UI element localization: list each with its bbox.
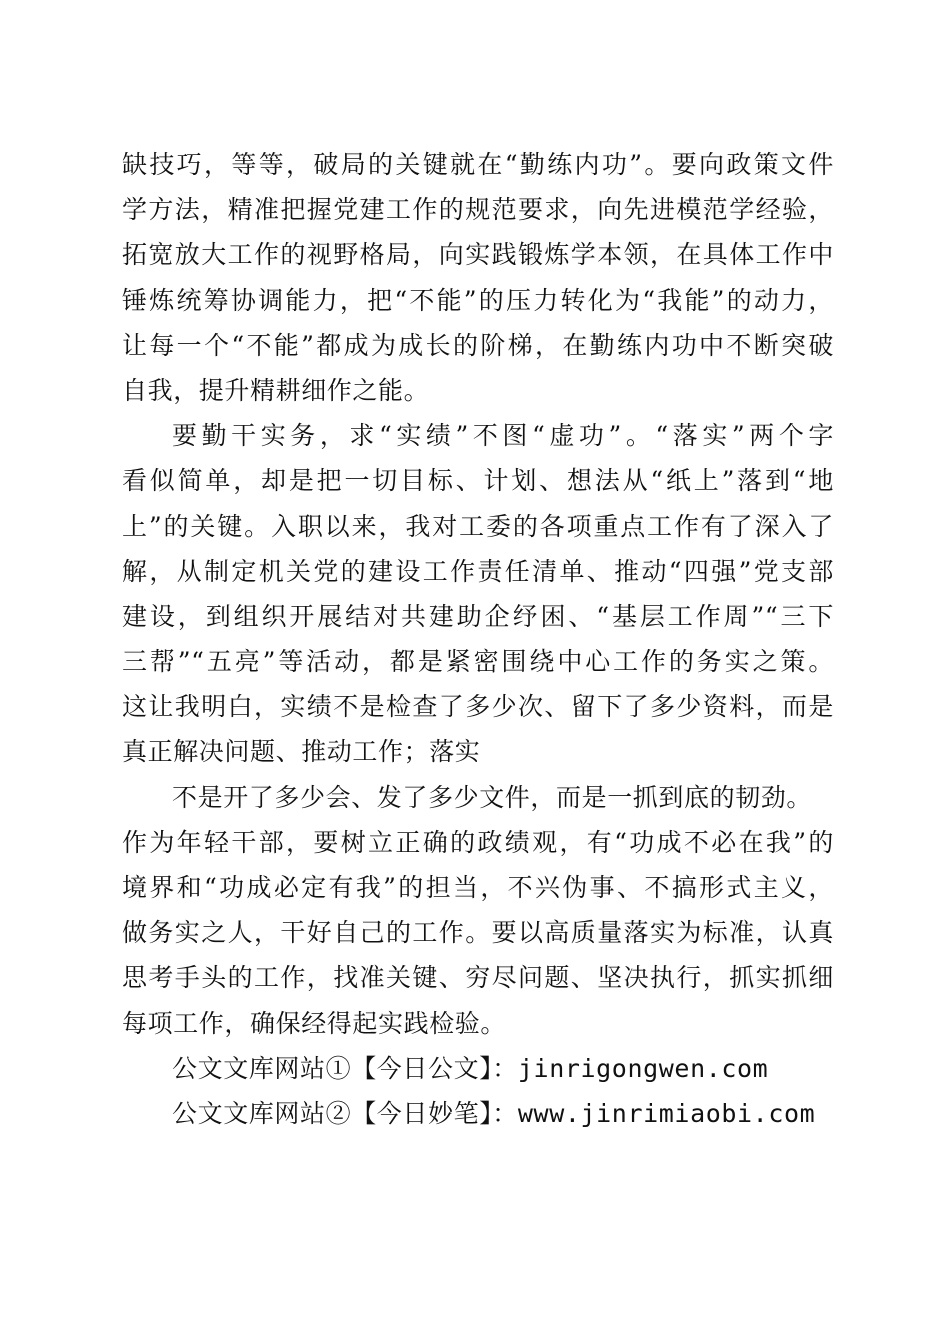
text-line: 学方法，精准把握党建工作的规范要求，向先进模范学经验， <box>122 195 834 225</box>
footer-link-miaobi: 公文文库网站②【今日妙笔】：www.jinrimiaobi.com <box>172 1098 816 1128</box>
text-line: 让每一个“不能”都成为成长的阶梯，在勤练内功中不断突破 <box>122 330 834 360</box>
text-line: 锤炼统筹协调能力，把“不能”的压力转化为“我能”的动力， <box>122 285 834 315</box>
text-line: 缺技巧，等等，破局的关键就在“勤练内功”。要向政策文件 <box>122 150 834 179</box>
text-line: 建设，到组织开展结对共建助企纾困、“基层工作周”“三下 <box>122 601 834 631</box>
text-line: 自我，提升精耕细作之能。 <box>122 375 430 405</box>
paragraph-start-line: 不是开了多少会、发了多少文件，而是一抓到底的韧劲。 <box>172 782 813 812</box>
paragraph-start-line: 要勤干实务，求“实绩”不图“虚功”。“落实”两个字 <box>172 421 834 451</box>
text-line: 拓宽放大工作的视野格局，向实践锻炼学本领，在具体工作中 <box>122 240 834 270</box>
text-line: 这让我明白，实绩不是检查了多少次、留下了多少资料，而是 <box>122 692 834 722</box>
text-line: 真正解决问题、推动工作；落实 <box>122 737 481 767</box>
text-line: 思考手头的工作，找准关键、穷尽问题、坚决执行，抓实抓细 <box>122 963 834 993</box>
text-line: 做务实之人，干好自己的工作。要以高质量落实为标准，认真 <box>122 918 834 948</box>
text-line: 看似简单，却是把一切目标、计划、想法从“纸上”落到“地 <box>122 466 834 496</box>
text-line: 上”的关键。入职以来，我对工委的各项重点工作有了深入了 <box>122 511 834 541</box>
text-line: 作为年轻干部，要树立正确的政绩观，有“功成不必在我”的 <box>122 827 834 857</box>
body-text <box>122 142 834 1136</box>
text-line: 每项工作，确保经得起实践检验。 <box>122 1008 507 1038</box>
footer-link-gongwen: 公文文库网站①【今日公文】：jinrigongwen.com <box>172 1053 769 1083</box>
text-line: 解，从制定机关党的建设工作责任清单、推动“四强”党支部 <box>122 556 834 586</box>
text-line: 三帮”“五亮”等活动，都是紧密围绕中心工作的务实之策。 <box>122 647 834 677</box>
text-line: 境界和“功成必定有我”的担当，不兴伪事、不搞形式主义， <box>122 873 834 902</box>
